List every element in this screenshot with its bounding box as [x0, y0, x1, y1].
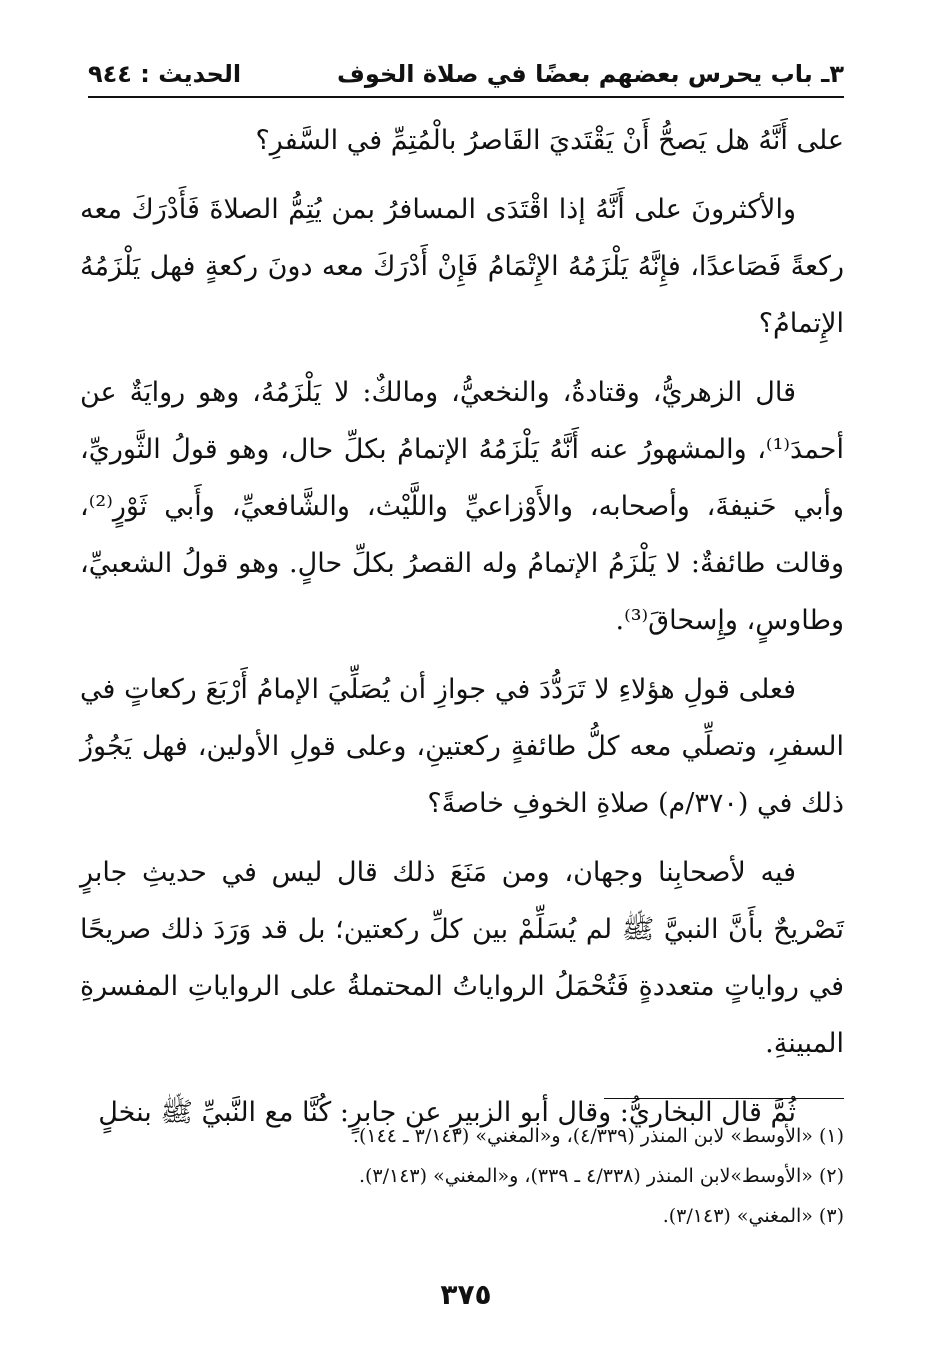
paragraph: ثُمَّ قال البخاريُّ: وقال أبو الزبيرِ عن جابرٍ: كُنَّا مع النَّبيِّ ﷺ بنخلٍ	[98, 1097, 796, 1128]
main-text	[80, 112, 844, 1153]
running-header	[88, 56, 844, 96]
paragraph: فيه لأصحابِنا وجهان، ومن مَنَعَ ذلك قال ليس في حديثِ جابرٍ تَصْريحٌ بأَنَّ النبيَّ ﷺ لم يُسَلِّمْ بين كلِّ ركعتين؛ بل قد وَرَدَ ذلك صريحًا في رواياتٍ متعددةٍ فَتُحْمَلُ الرواياتُ المحتملةُ على الرواياتِ المفسرةِ المبينةِ.	[80, 857, 844, 1059]
page-number: ٣٧٥	[440, 1278, 492, 1311]
hadith-number: الحديث : ٩٤٤	[88, 60, 242, 88]
footnote-1: (١) «الأوسط» لابن المنذر (٤/٣٣٩)، و«المغني» (٣/١٤٣ ـ ١٤٤).	[352, 1125, 844, 1147]
paragraph: والأكثرونَ على أَنَّهُ إذا اقْتَدَى المسافرُ بمن يُتِمُّ الصلاةَ فَأَدْرَكَ معه ركعةً فَصَاعدًا، فإِنَّهُ يَلْزَمُهُ الإِتْمَامُ فَإِنْ أَدْرَكَ معه دونَ ركعةٍ فهل يَلْزَمُهُ الإِتمامُ؟	[80, 194, 844, 339]
footnote-3: (٣) «المغني» (٣/١٤٣).	[662, 1205, 844, 1227]
footnote-2: (٢) «الأوسط»لابن المنذر (٤/٣٣٨ ـ ٣٣٩)، و«المغني» (٣/١٤٣).	[358, 1165, 844, 1187]
footnotes	[88, 1116, 844, 1236]
paragraph: فعلى قولِ هؤلاءِ لا تَرَدُّدَ في جوازِ أن يُصَلِّيَ الإمامُ أَرْبَعَ ركعاتٍ في السفرِ، وتصلِّي معه كلُّ طائفةٍ ركعتينِ، وعلى قولِ الأولين، فهل يَجُوزُ ذلك في (٣٧٠/م) صلاةِ الخوفِ خاصةً؟	[80, 674, 844, 819]
footnote-divider	[604, 1098, 844, 1099]
paragraph: على أَنَّهُ هل يَصحُّ أَنْ يَقْتَديَ القَاصرُ بالْمُتِمِّ في السَّفرِ؟	[255, 125, 844, 156]
paragraph: قال الزهريُّ، وقتادةُ، والنخعيُّ، ومالكٌ: لا يَلْزَمُهُ، وهو روايَةٌ عن أحمدَ⁽¹⁾، والمشهورُ عنه أَنَّهُ يَلْزَمُهُ الإتمامُ بكلِّ حال، وهو قولُ الثَّوريِّ، وأبي حَنيفةَ، وأصحابه، والأَوْزاعيِّ واللَّيْث، والشَّافعيِّ، وأَبي ثَوْرٍ⁽²⁾، وقالت طائفةٌ: لا يَلْزَمُ الإتمامُ وله القصرُ بكلِّ حالٍ. وهو قولُ الشعبيِّ، وطاوسٍ، وإِسحاقَ⁽³⁾.	[80, 377, 844, 636]
header-divider	[88, 96, 844, 98]
chapter-title: ٣ـ باب يحرس بعضهم بعضًا في صلاة الخوف	[337, 60, 844, 88]
